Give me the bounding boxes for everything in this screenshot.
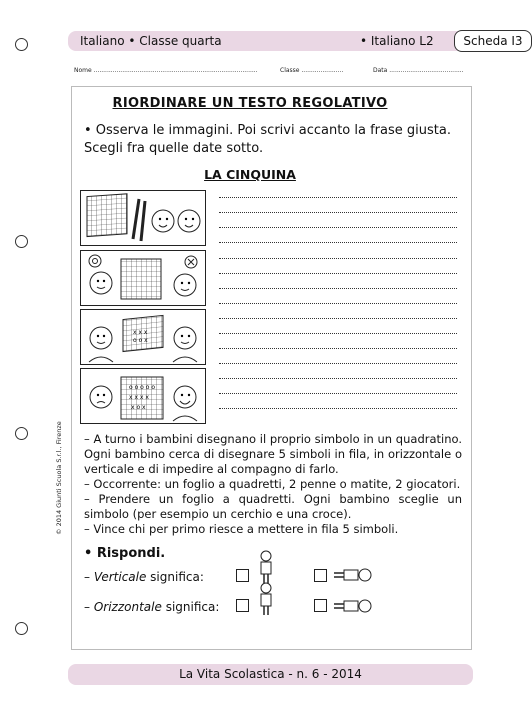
phrase-item: – Vince chi per primo riesce a mettere in fila 5 simboli. xyxy=(84,522,399,536)
header-bar xyxy=(68,31,523,51)
phrase-list xyxy=(84,432,462,537)
answer-line[interactable] xyxy=(219,378,457,379)
answer-line[interactable] xyxy=(219,242,457,243)
checkbox-lying-child[interactable] xyxy=(314,569,327,582)
svg-text:x x x: x x x xyxy=(133,329,148,336)
header-subject: Italiano • Classe quarta xyxy=(80,34,222,48)
name-field[interactable]: Nome ...................................................................................... xyxy=(74,67,258,74)
question-suffix: significa: xyxy=(146,570,204,584)
picture-1 xyxy=(80,190,206,246)
answer-line[interactable] xyxy=(219,197,457,198)
question-verticale xyxy=(84,570,204,584)
question-orizzontale xyxy=(84,600,219,614)
binder-hole xyxy=(15,38,28,51)
answer-line[interactable] xyxy=(219,393,457,394)
question-keyword: Orizzontale xyxy=(93,600,162,614)
answer-line[interactable] xyxy=(219,318,457,319)
lying-child-icon xyxy=(332,596,376,616)
picture-2 xyxy=(80,250,206,306)
checkbox-standing-child[interactable] xyxy=(236,569,249,582)
question-dash: – xyxy=(84,570,94,584)
kids-choosing-symbols-illustration xyxy=(81,251,207,307)
svg-text:o o o o o: o o o o o xyxy=(129,384,155,391)
copyright-note: © 2014 Giunti Scuola S.r.l., Firenze xyxy=(55,421,63,535)
kid-winning-illustration xyxy=(81,369,207,425)
answer-line[interactable] xyxy=(219,333,457,334)
answer-line[interactable] xyxy=(219,363,457,364)
checkbox-lying-child[interactable] xyxy=(314,599,327,612)
picture-4 xyxy=(80,368,206,424)
standing-child-icon xyxy=(256,582,276,618)
kids-drawing-symbols-illustration xyxy=(81,310,207,366)
page-title: RIORDINARE UN TESTO REGOLATIVO xyxy=(112,96,388,111)
phrase-item: – Occorrente: un foglio a quadretti, 2 penne o matite, 2 giocatori. xyxy=(84,477,461,491)
class-field[interactable]: Classe ...................... xyxy=(280,67,344,74)
question-dash: – xyxy=(84,600,94,614)
instruction-line-1: • Osserva le immagini. Poi scrivi accanto la frase giusta. xyxy=(84,123,451,138)
answer-line[interactable] xyxy=(219,288,457,289)
section-title: LA CINQUINA xyxy=(204,167,296,182)
answer-line[interactable] xyxy=(219,273,457,274)
footer-bar: La Vita Scolastica - n. 6 - 2014 xyxy=(68,664,473,685)
answer-line[interactable] xyxy=(219,212,457,213)
answer-line[interactable] xyxy=(219,258,457,259)
phrase-item: – A turno i bambini disegnano il proprio simbolo in un quadratino. Ogni bambino cerca di disegnare 5 simboli in fila, in orizzontale o verticale e di impedire al compagno di farlo. xyxy=(84,432,462,476)
answer-line[interactable] xyxy=(219,227,457,228)
svg-text:x x x x: x x x x xyxy=(129,394,149,401)
binder-hole xyxy=(15,427,28,440)
answer-line[interactable] xyxy=(219,408,457,409)
answer-heading: • Rispondi. xyxy=(84,546,166,561)
picture-3 xyxy=(80,309,206,365)
phrase-item: – Prendere un foglio a quadretti. Ogni bambino sceglie un simbolo (per esempio un cerchio e una croce). xyxy=(84,492,462,521)
answer-line[interactable] xyxy=(219,348,457,349)
sheet-tag: Scheda I3 xyxy=(454,30,532,52)
grid-pencils-kids-illustration xyxy=(81,191,207,247)
binder-hole xyxy=(15,235,28,248)
standing-child-icon xyxy=(256,550,276,586)
date-field[interactable]: Data ....................................... xyxy=(373,67,464,74)
binder-hole xyxy=(15,622,28,635)
header-course: • Italiano L2 xyxy=(360,34,434,48)
checkbox-standing-child[interactable] xyxy=(236,599,249,612)
svg-text:x o x: x o x xyxy=(131,404,146,411)
svg-text:o o x: o o x xyxy=(133,337,148,344)
question-keyword: Verticale xyxy=(93,570,147,584)
answer-line[interactable] xyxy=(219,303,457,304)
instruction xyxy=(84,122,451,158)
lying-child-icon xyxy=(332,565,376,585)
question-suffix: significa: xyxy=(161,600,220,614)
instruction-line-2: Scegli fra quelle date sotto. xyxy=(84,141,264,156)
